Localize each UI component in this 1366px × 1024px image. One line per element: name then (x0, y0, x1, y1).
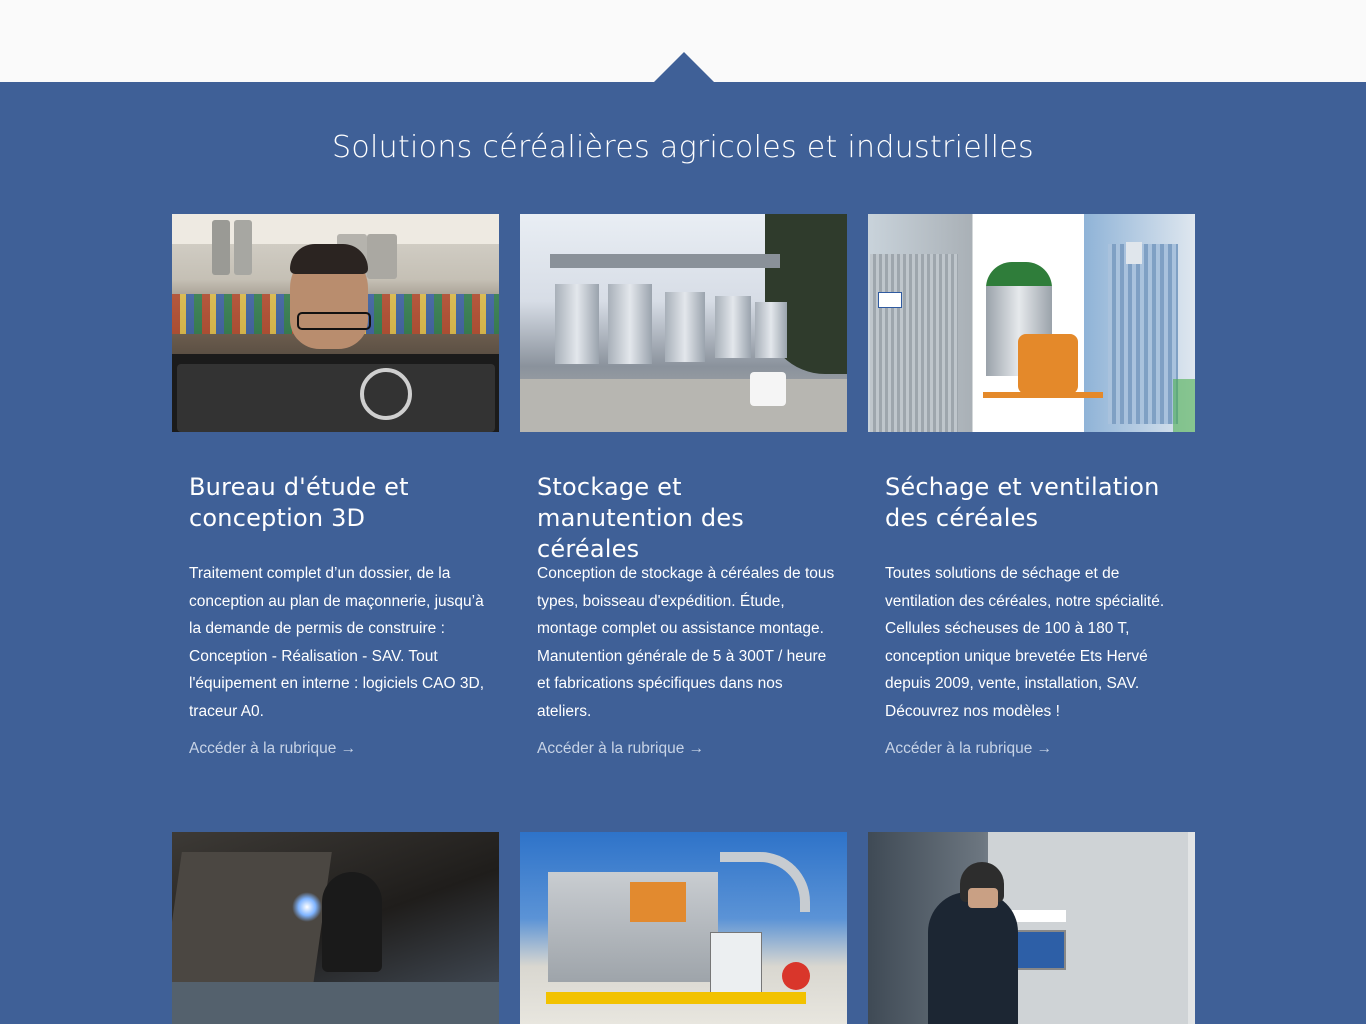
card-text: Conception de stockage à céréales de tous types, boisseau d'expédition. Étude, montage complet ou assistance montage. Manutention générale de 5 à 300T / heure et fabrications spécifiques dans nos ateliers. (537, 565, 835, 720)
card-link[interactable]: Accéder à la rubrique → (885, 740, 1053, 757)
card-control-panel (868, 832, 1195, 1024)
welder-workshop-photo[interactable] (172, 832, 499, 1024)
grain-silos-photo[interactable] (520, 214, 847, 432)
engineer-at-computer-photo[interactable] (172, 214, 499, 432)
card-link[interactable]: Accéder à la rubrique → (189, 740, 357, 757)
card-atelier (172, 832, 499, 1024)
grain-dryer-machine-photo[interactable] (520, 832, 847, 1024)
technician-control-panel-photo[interactable] (868, 832, 1195, 1024)
card-dryer-machine (520, 832, 847, 1024)
card-link[interactable]: Accéder à la rubrique → (537, 740, 705, 757)
card-title: Bureau d'étude et conception 3D (189, 473, 409, 532)
card-text: Traitement complet d’un dossier, de la conception au plan de maçonnerie, jusqu’à la demande de permis de construire : Conception - Réalisation - SAV. Tout l'équipement en interne : logiciels CAO 3D, traceur A0. (189, 565, 485, 720)
solutions-section (0, 82, 1366, 1024)
dryer-and-silo-collage-photo[interactable] (868, 214, 1195, 432)
card-sechage (868, 214, 1195, 757)
card-bureau-etude (172, 214, 499, 757)
section-title: Solutions céréalières agricoles et industrielles (332, 130, 1034, 165)
card-title: Séchage et ventilation des céréales (885, 473, 1160, 532)
card-stockage (520, 214, 847, 757)
card-text: Toutes solutions de séchage et de ventilation des céréales, notre spécialité. Cellules sécheuses de 100 à 180 T, conception unique brevetée Ets Hervé depuis 2009, vente, installation, SAV. Découvrez nos modèles ! (885, 565, 1165, 720)
card-title: Stockage et manutention des céréales (537, 473, 744, 563)
section-notch (653, 52, 715, 83)
